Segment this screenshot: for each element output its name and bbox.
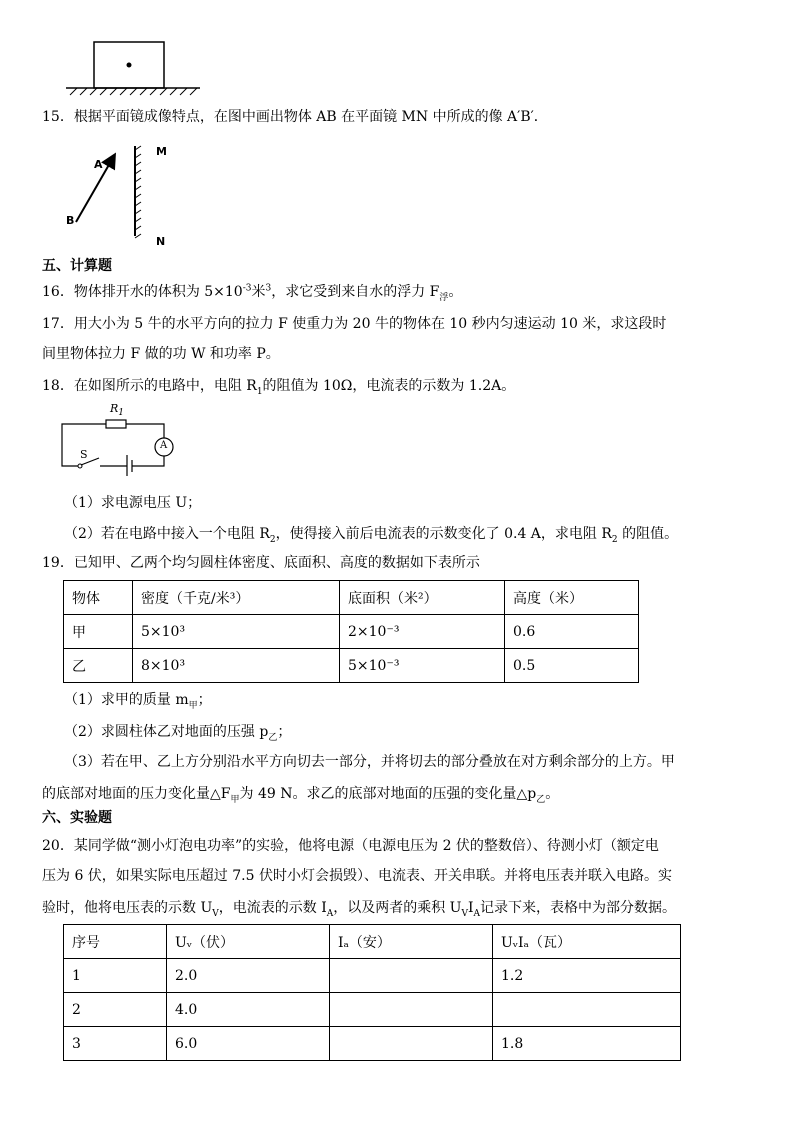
table-cell: 0.5 <box>505 649 639 683</box>
question-19-part3-line2: 的底部对地面的压力变化量$\triangle F_甲$为 49 N。求乙的底部对地面的压强的变化量$\triangle p_乙$。 <box>42 786 560 805</box>
question-18-part2: （2）若在电路中接入一个电阻 $R_2$，使得接入前后电流表的示数变化了 0.4 A，求电阻 $R_2$ 的阻值。 <box>64 526 679 545</box>
table-header-cell: 序号 <box>64 925 167 959</box>
table-header-row <box>64 581 639 615</box>
switch-label: S <box>80 448 88 461</box>
question-19-part2: （2）求圆柱体乙对地面的压强 $p_乙$； <box>64 724 292 743</box>
table-header-row <box>64 925 681 959</box>
table-cell: 5×10³ <box>133 615 340 649</box>
table-cell <box>493 993 681 1027</box>
question-20-line2: 压为 6 伏，如果实际电压超过 7.5 伏时小灯会损毁）、电流表、开关串联。并将电压表并联入电路。实 <box>42 868 672 884</box>
ammeter-label: A <box>160 440 168 451</box>
table-cell: 1.8 <box>493 1027 681 1061</box>
table-header-cell: Uᵥ（伏） <box>167 925 330 959</box>
table-cell: 2.0 <box>167 959 330 993</box>
table-row <box>64 649 639 683</box>
table-cell: 3 <box>64 1027 167 1061</box>
table-cell: 2×10⁻³ <box>340 615 505 649</box>
measurement-table <box>63 924 681 1061</box>
table-row <box>64 1027 681 1061</box>
table-cell: 8×10³ <box>133 649 340 683</box>
table-header-cell: 底面积（米²） <box>340 581 505 615</box>
question-19-intro: 19．已知甲、乙两个均匀圆柱体密度、底面积、高度的数据如下表所示 <box>42 555 480 571</box>
question-15: 15．根据平面镜成像特点，在图中画出物体 AB 在平面镜 MN 中所成的像 A′B′． <box>42 109 548 125</box>
question-20-line3: 验时，他将电压表的示数 $U_V$，电流表的示数 $I_A$，以及两者的乘积 $U_VI_A$记录下来，表格中为部分数据。 <box>42 900 677 919</box>
table-header-cell: 密度（千克/米³） <box>133 581 340 615</box>
table-header-cell: 物体 <box>64 581 133 615</box>
table-row <box>64 993 681 1027</box>
table-cell: 1 <box>64 959 167 993</box>
question-19-part1: （1）求甲的质量 $m_甲$； <box>64 692 212 711</box>
label-a: A <box>94 158 103 171</box>
table-header-cell: 高度（米） <box>505 581 639 615</box>
table-cell <box>330 1027 493 1061</box>
circuit-diagram <box>56 402 186 476</box>
question-17-line1: 17．用大小为 5 牛的水平方向的拉力 F 使重力为 20 牛的物体在 10 秒内匀速运动 10 米，求这段时 <box>42 316 667 332</box>
question-20-line1: 20．某同学做“测小灯泡电功率”的实验，他将电源（电源电压为 2 伏的整数倍）、待测小灯（额定电 <box>42 838 659 854</box>
question-19-part3-line1: （3）若在甲、乙上方分别沿水平方向切去一部分，并将切去的部分叠放在对方剩余部分的上方。甲 <box>64 754 675 770</box>
table-cell: 6.0 <box>167 1027 330 1061</box>
question-16: 16．物体排开水的体积为 $5\times 10^{-3}$米$^3$，求它受到来自水的浮力 $F_浮$。 <box>42 283 463 303</box>
table-cell: 甲 <box>64 615 133 649</box>
label-b: B <box>66 214 75 227</box>
table-header-cell: Iₐ（安） <box>330 925 493 959</box>
table-cell: 2 <box>64 993 167 1027</box>
table-cell: 0.6 <box>505 615 639 649</box>
table-cell: 5×10⁻³ <box>340 649 505 683</box>
table-cell: 1.2 <box>493 959 681 993</box>
question-18-part1: （1）求电源电压 U； <box>64 495 202 511</box>
table-header-cell: UᵥIₐ（瓦） <box>493 925 681 959</box>
question-17-line2: 间里物体拉力 F 做的功 W 和功率 P。 <box>42 346 280 362</box>
table-cell <box>330 993 493 1027</box>
label-m: M <box>156 145 167 158</box>
table-row <box>64 615 639 649</box>
mirror-diagram <box>60 140 180 250</box>
section-6-heading: 六、实验题 <box>42 810 112 826</box>
table-cell <box>330 959 493 993</box>
table-cell: 乙 <box>64 649 133 683</box>
table-cell: 4.0 <box>167 993 330 1027</box>
label-n: N <box>156 235 166 248</box>
section-5-heading: 五、计算题 <box>42 258 112 274</box>
density-table <box>63 580 639 683</box>
block-on-ground-diagram <box>60 38 210 98</box>
question-18: 18．在如图所示的电路中，电阻 $R_1$的阻值为 10Ω，电流表的示数为 1.2A。 <box>42 378 516 397</box>
table-row <box>64 959 681 993</box>
label-r1: $R_1$ <box>110 402 125 419</box>
